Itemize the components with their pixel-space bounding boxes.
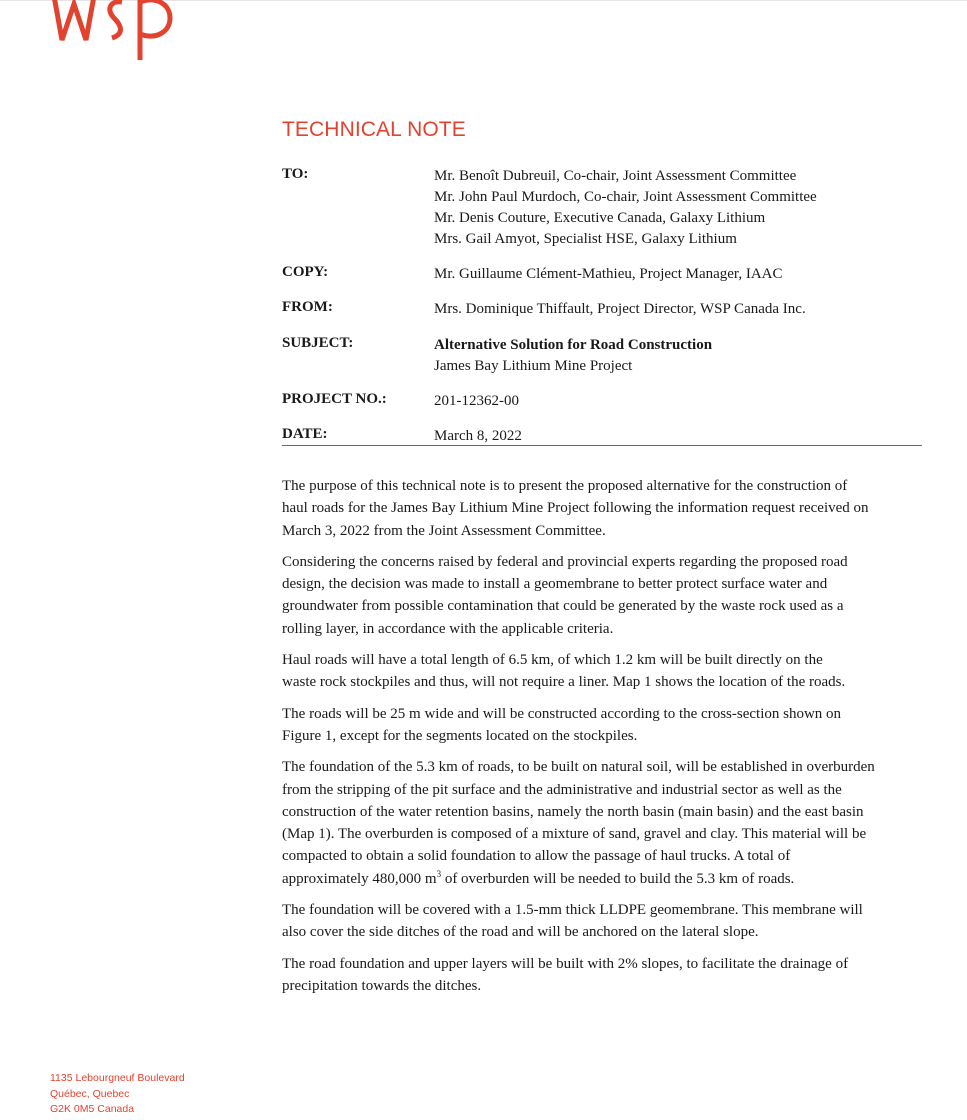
text-line: Considering the concerns raised by federal and provincial experts regarding the proposed road (282, 553, 848, 570)
subject-title: Alternative Solution for Road Construction (434, 337, 713, 353)
from-value: Mrs. Dominique Thiffault, Project Director, WSP Canada Inc. (434, 301, 806, 317)
text-line: Haul roads will have a total length of 6.5 km, of which 1.2 km will be built directly on the (282, 652, 823, 669)
text-line: The foundation of the 5.3 km of roads, to be built on natural soil, will be established in overburden (282, 759, 875, 776)
paragraph (282, 703, 922, 748)
text-line: groundwater from possible contamination that could be generated by the waste rock used as a (282, 598, 844, 615)
superscript: 3 (436, 868, 442, 879)
to-label: TO: (282, 166, 309, 182)
header-divider (282, 445, 922, 446)
footer-address (50, 1071, 185, 1118)
project-no-value: 201-12362-00 (434, 393, 519, 409)
paragraph (282, 756, 922, 890)
text-line: waste rock stockpiles and thus, will not require a liner. Map 1 shows the location of the roads. (282, 674, 846, 691)
project-no-label: PROJECT NO.: (282, 391, 387, 407)
date-label: DATE: (282, 426, 328, 442)
text-line: March 3, 2022 from the Joint Assessment Committee. (282, 522, 606, 539)
document-body (282, 475, 922, 1006)
date-value: March 8, 2022 (434, 428, 522, 444)
header-subject (282, 335, 922, 379)
recipient: Mrs. Gail Amyot, Specialist HSE, Galaxy Lithium (434, 231, 737, 247)
from-label: FROM: (282, 299, 333, 315)
recipient: Mr. John Paul Murdoch, Co-chair, Joint Assessment Committee (434, 189, 817, 205)
address-line: 1135 Lebourgneuf Boulevard (50, 1072, 185, 1084)
address-line: G2K 0M5 Canada (50, 1103, 135, 1115)
text-line: design, the decision was made to install a geomembrane to better protect surface water and (282, 576, 828, 593)
paragraph (282, 649, 922, 694)
to-recipients (434, 166, 817, 250)
text-line: The foundation will be covered with a 1.5-mm thick LLDPE geomembrane. This membrane will (282, 902, 863, 919)
text-line: from the stripping of the pit surface and the administrative and industrial sector as well as the (282, 781, 842, 798)
text-line: rolling layer, in accordance with the applicable criteria. (282, 620, 614, 637)
recipient: Mr. Denis Couture, Executive Canada, Galaxy Lithium (434, 210, 766, 226)
subject-subtitle: James Bay Lithium Mine Project (434, 358, 633, 374)
paragraph (282, 953, 922, 998)
text-fragment: approximately 480,000 m (282, 870, 437, 887)
subject-label: SUBJECT: (282, 335, 354, 351)
text-line: precipitation towards the ditches. (282, 977, 482, 994)
text-line: The purpose of this technical note is to present the proposed alternative for the construction of (282, 478, 848, 494)
header-to (282, 166, 922, 250)
address-line: Québec, Quebec (50, 1087, 130, 1100)
paragraph (282, 899, 922, 944)
header-from (282, 299, 922, 321)
text-line: construction of the water retention basins, namely the north basin (main basin) and the east basin (282, 803, 864, 820)
header-project-no (282, 391, 922, 413)
recipient: Mr. Benoît Dubreuil, Co-chair, Joint Assessment Committee (434, 168, 797, 184)
text-line: also cover the side ditches of the road and will be anchored on the lateral slope. (282, 924, 759, 941)
text-line: Figure 1, except for the segments located on the stockpiles. (282, 727, 638, 744)
header-copy (282, 264, 922, 286)
document-title: TECHNICAL NOTE (282, 118, 466, 141)
text-line: haul roads for the James Bay Lithium Mine Project following the information request received on (282, 500, 869, 517)
text-line: The roads will be 25 m wide and will be constructed according to the cross-section shown on (282, 705, 842, 722)
text-fragment: of overburden will be needed to build the 5.3 km of roads. (441, 870, 795, 887)
paragraph (282, 475, 922, 542)
text-line: compacted to obtain a solid foundation to allow the passage of haul trucks. A total of (282, 848, 791, 865)
copy-value: Mr. Guillaume Clément-Mathieu, Project Manager, IAAC (434, 266, 783, 282)
wsp-logo (44, 0, 184, 69)
text-line: The road foundation and upper layers will be built with 2% slopes, to facilitate the drainage of (282, 955, 849, 972)
copy-label: COPY: (282, 264, 329, 280)
text-line (282, 868, 922, 890)
text-line: (Map 1). The overburden is composed of a mixture of sand, gravel and clay. This material will be (282, 826, 867, 843)
paragraph (282, 551, 922, 640)
